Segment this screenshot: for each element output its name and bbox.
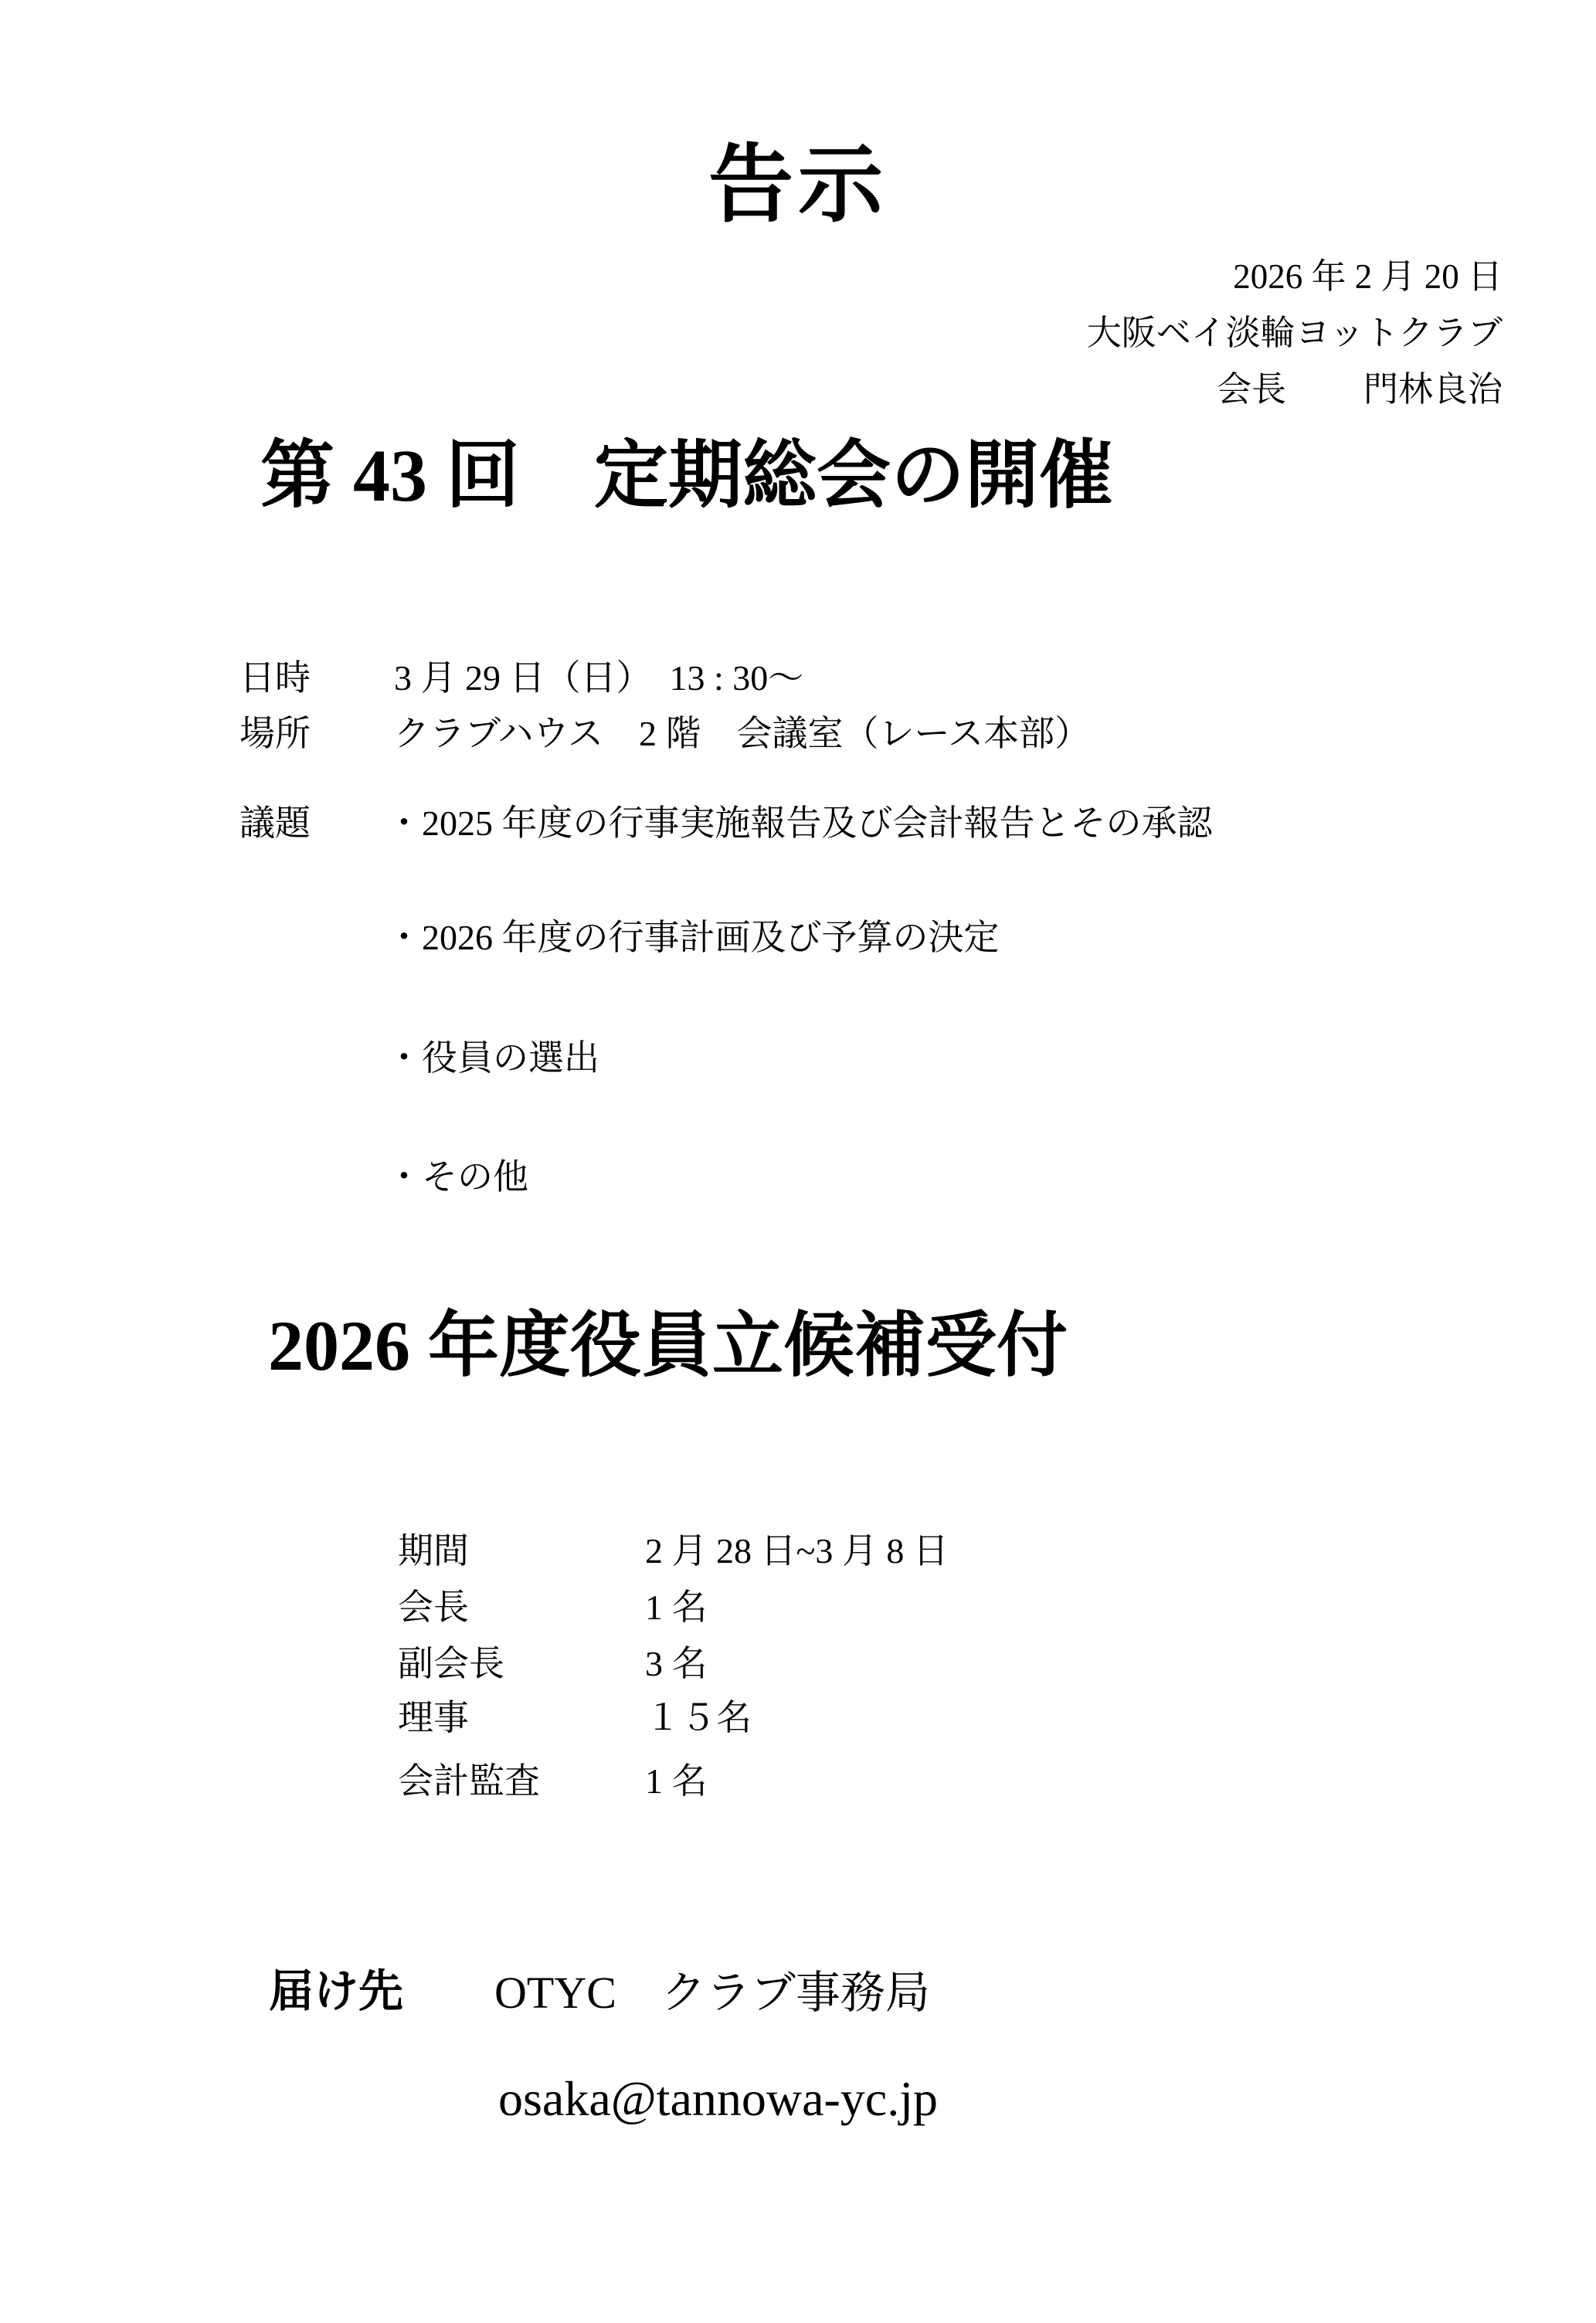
submission-email: osaka@tannowa-yc.jp bbox=[498, 2071, 938, 2126]
agenda-item: ・役員の選出 bbox=[386, 1038, 599, 1078]
president-line bbox=[1087, 362, 1503, 418]
issue-meta-block bbox=[1087, 249, 1503, 418]
candidacy-heading: 2026 年度役員立候補受付 bbox=[268, 1306, 1068, 1385]
meeting-heading: 第 43 回 定期総会の開催 bbox=[260, 434, 1113, 517]
agenda-item: ・2026 年度の行事計画及び予算の決定 bbox=[386, 918, 1000, 957]
candidacy-row-label: 会長 bbox=[398, 1588, 469, 1627]
candidacy-row-label: 期間 bbox=[398, 1531, 469, 1571]
president-title: 会長 bbox=[1216, 370, 1286, 409]
datetime-label: 日時 bbox=[239, 658, 311, 698]
president-name: 門林良治 bbox=[1363, 370, 1503, 409]
organization-name: 大阪ベイ淡輪ヨットクラブ bbox=[1086, 314, 1503, 352]
agenda-item: ・2025 年度の行事実施報告及び会計報告とその承認 bbox=[386, 803, 1213, 843]
candidacy-row-value: 1 名 bbox=[645, 1588, 708, 1627]
agenda-label: 議題 bbox=[239, 803, 311, 843]
candidacy-row-label: 理事 bbox=[398, 1698, 469, 1737]
submission-label: 届け先 bbox=[269, 1966, 404, 2016]
document-title: 告示 bbox=[708, 138, 888, 233]
location-value: クラブハウス 2 階 会議室（レース本部） bbox=[394, 714, 1091, 753]
candidacy-row-value: 1 名 bbox=[645, 1761, 708, 1801]
candidacy-row-value: １５名 bbox=[645, 1698, 752, 1737]
location-label: 場所 bbox=[239, 714, 311, 753]
candidacy-row-value: 2 月 28 日~3 月 8 日 bbox=[645, 1531, 949, 1571]
candidacy-row-label: 副会長 bbox=[398, 1644, 504, 1683]
candidacy-row-label: 会計監査 bbox=[398, 1761, 540, 1801]
issue-date: 2026 年 2 月 20 日 bbox=[1233, 257, 1503, 296]
agenda-item: ・その他 bbox=[386, 1157, 528, 1197]
datetime-value: 3 月 29 日（日） 13 : 30～ bbox=[394, 658, 804, 698]
submission-value: OTYC クラブ事務局 bbox=[494, 1968, 930, 2018]
candidacy-row-value: 3 名 bbox=[645, 1644, 708, 1683]
